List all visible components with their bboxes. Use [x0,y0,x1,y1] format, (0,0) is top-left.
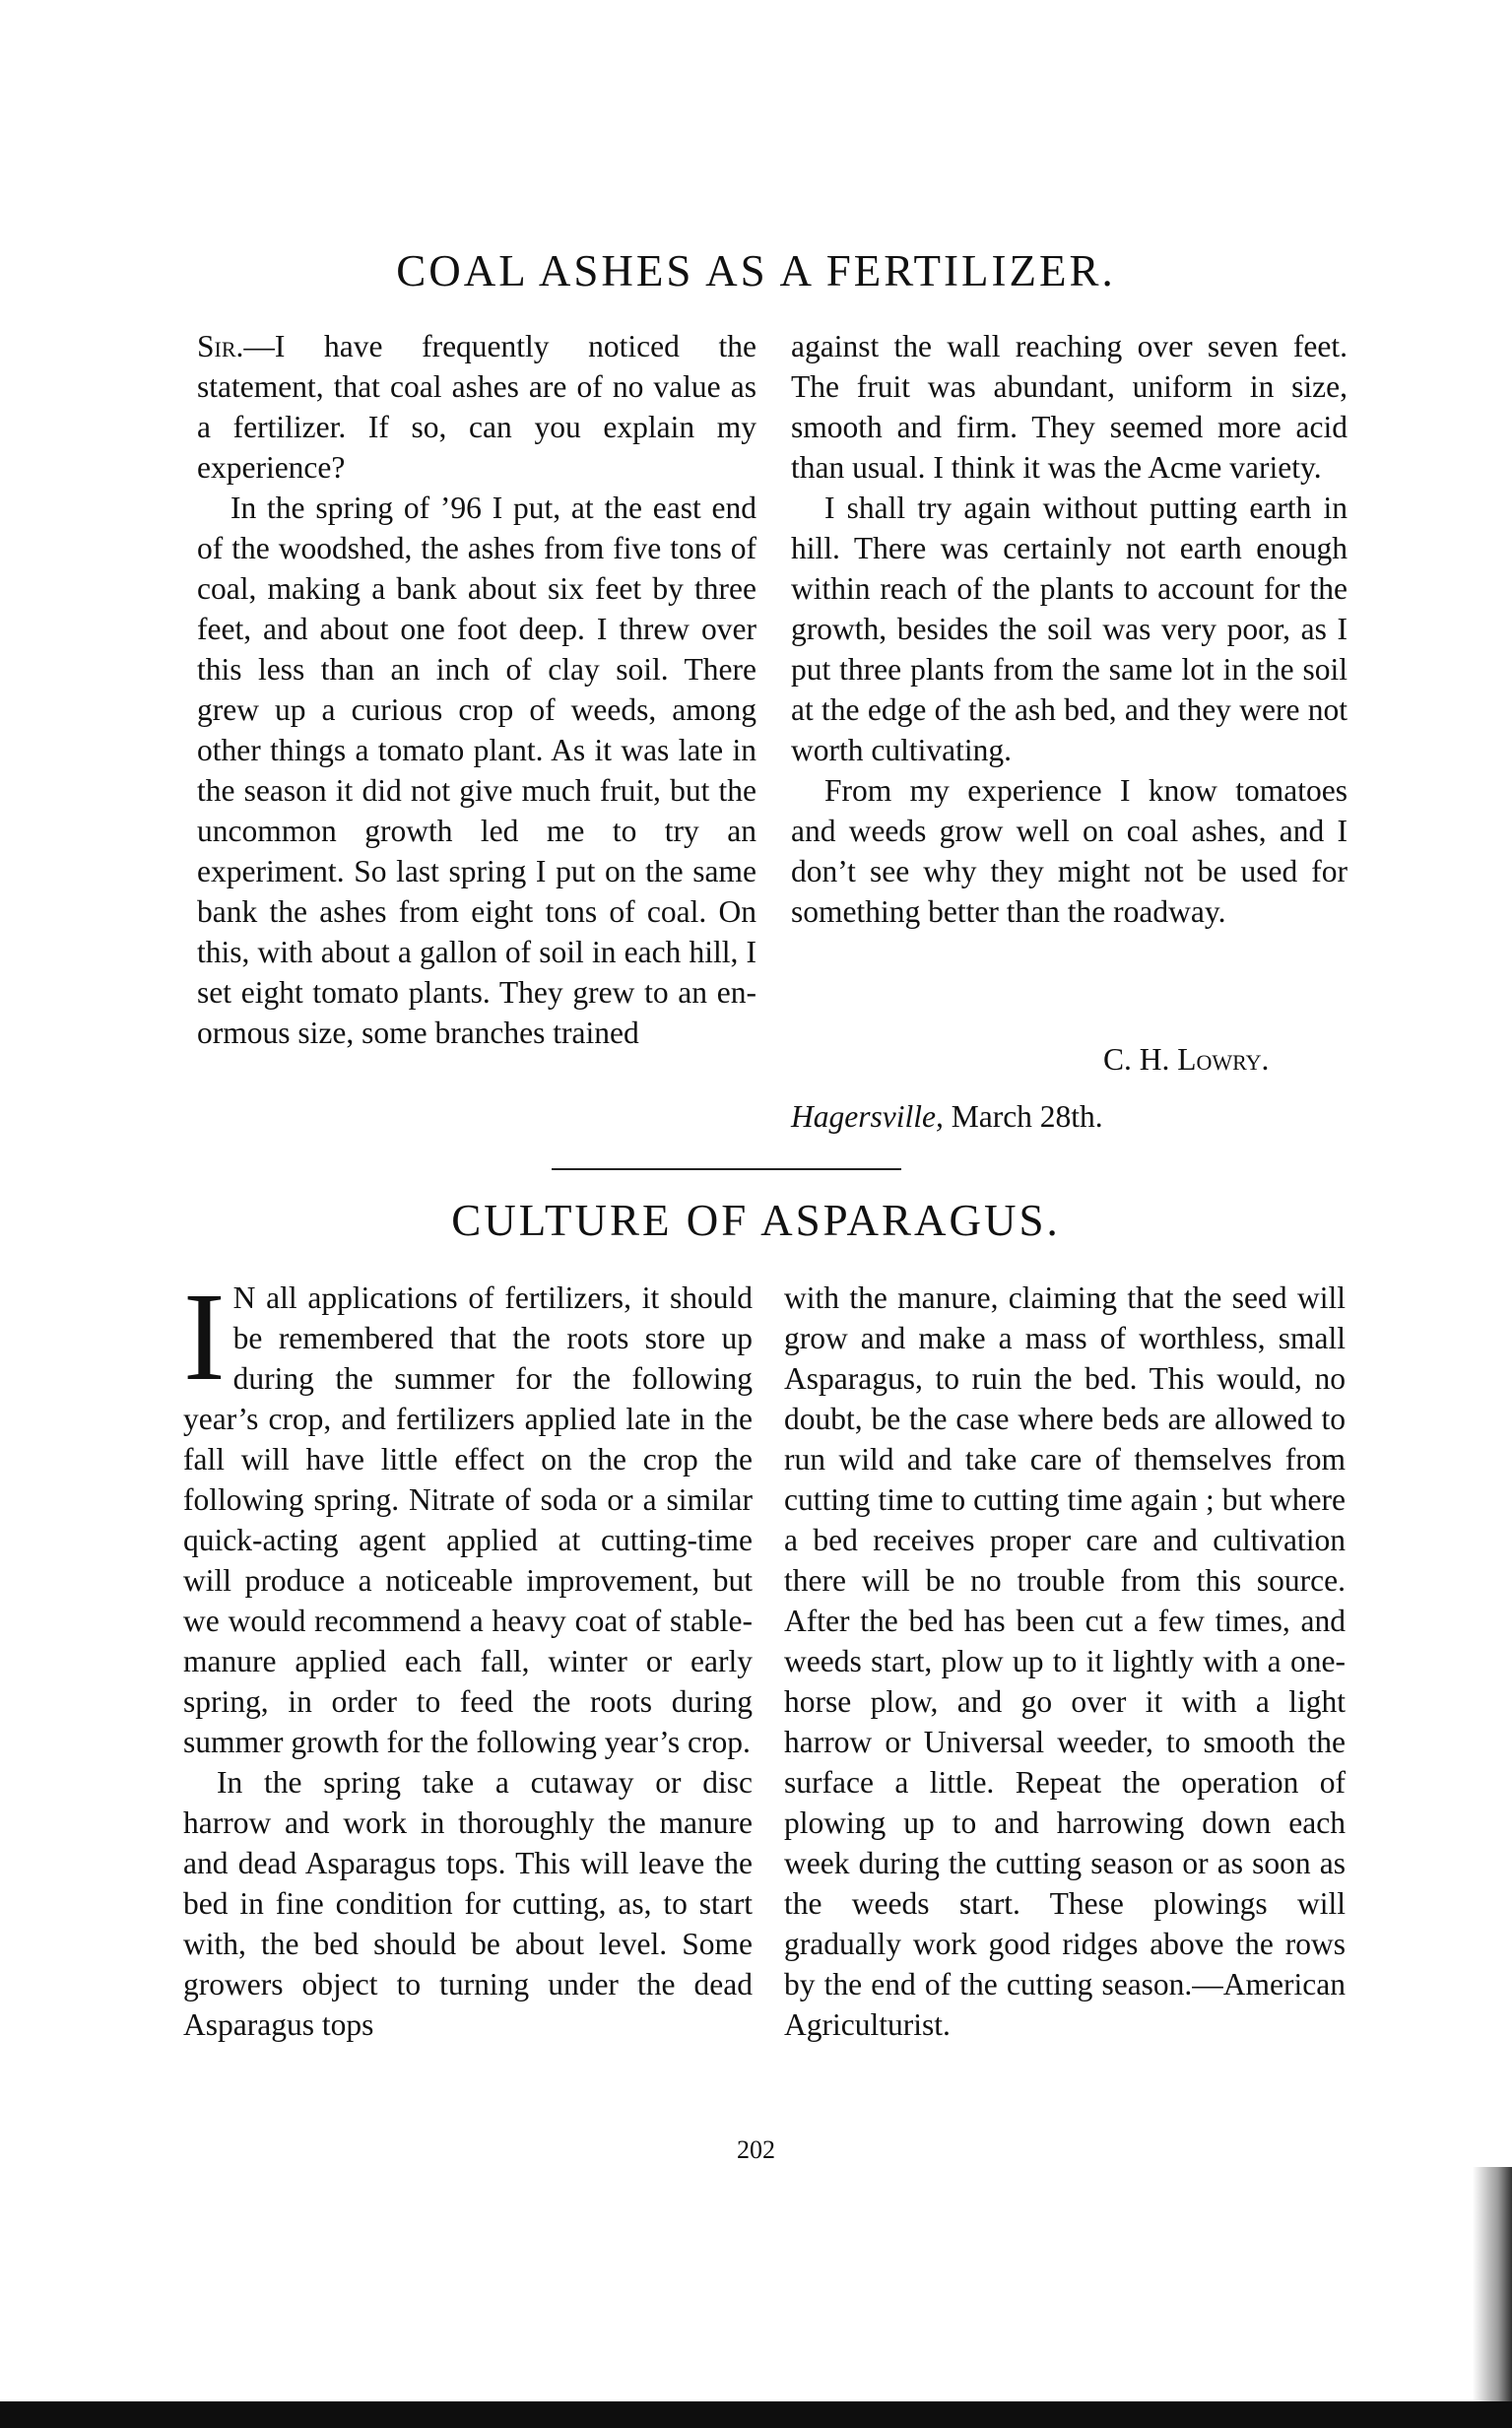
article2-right-column [784,1278,1346,2045]
article2-left-column [183,1267,753,2045]
article1-paragraph-4: I shall try again without putting earth in hill. There was certainly not earth enough within reach of the plants to account for the growth, besides the soil was very poor, as I put three plants from the same lot in the soil at the edge of the ash bed, and they were not worth cultivating. [791,491,1348,767]
article1-left-column [197,326,756,1053]
dateline-date: March 28th. [943,1099,1103,1134]
article2-paragraph-2: In the spring take a cutaway or disc harrow and work in thoroughly the manure and dead Asparagus tops. This will leave the bed in fine condition for cutting, as, to start with, the bed should be about level. Some growers object to turning under the dead Asparagus tops [183,1765,753,2042]
article2-paragraph-1 [183,1267,753,1762]
article1-right-column [791,326,1348,932]
dateline [791,1096,1103,1137]
article1-paragraph-1 [197,326,756,488]
article-title-asparagus: CULTURE OF ASPARAGUS. [451,1196,1061,1245]
author-signature: C. H. Lowry. [1103,1042,1270,1077]
page-number: 202 [737,2135,775,2164]
article1-paragraph-5: From my experience I know tomatoes and weeds grow well on coal ashes, and I don’t see why they might not be used for something better than the roadway. [791,773,1348,929]
article1-paragraph-2: In the spring of ’96 I put, at the east end of the woodshed, the ashes from five tons of coal, making a bank about six feet by three feet, and about one foot deep. I threw over this less than an inch of clay soil. There grew up a curious crop of weeds, among other things a tomato plant. As it was late in the season it did not give much fruit, but the uncommon growth led me to try an experiment. So last spring I put on the same bank the ashes from eight tons of coal. On this, with about a gallon of soil in each hill, I set eight tomato plants. They grew to an enormous size, some branches trained [197,491,756,1050]
scan-bottom-border [0,2401,1512,2428]
salutation: Sir. [197,329,244,363]
page-edge-shadow [1473,2167,1512,2401]
article2-paragraph-3: with the manure, claiming that the seed will grow and make a mass of worthless, small Asparagus, to ruin the bed. This would, no doubt, be the case where beds are allowed to run wild and take care of themselves from cutting time to cutting time again ; but where a bed receives proper care and cultivation there will be no trouble from this source. After the bed has been cut a few times, and weeds start, plow up to it lightly with a one-horse plow, and go over it with a light harrow or Universal weeder, to smooth the surface a little. Repeat the operation of plowing up to and harrowing down each week during the cutting season or as soon as the weeds start. These plowings will gradually work good ridges above the rows by the end of the cutting season.—American Agriculturist. [784,1280,1346,2042]
section-divider [552,1168,901,1170]
article1-paragraph-3: against the wall reaching over seven feet. The fruit was abundant, uniform in size, smooth and firm. They seemed more acid than usual. I think it was the Acme variety. [791,329,1348,485]
article-title-coal-ashes: COAL ASHES AS A FERTILIZER. [396,246,1116,295]
article1-paragraph-1-text: —I have frequently noticed the statement, that coal ashes are of no value as a fertilizer. If so, can you explain my experience? [197,329,756,485]
article2-paragraph-1-text: N all applications of fertilizers, it should be remembered that the roots store up during the summer for the following year’s crop, and fertilizers applied late in the fall will have little effect on the crop the following spring. Nitrate of soda or a similar quick-acting agent applied at cutting-time will produce a noticeable improvement, but we would recommend a heavy coat of stable-manure applied each fall, winter or early spring, in order to feed the roots during summer growth for the following year’s crop. [183,1280,753,1759]
dateline-place: Hagersville, [791,1099,944,1134]
drop-cap: I [183,1267,226,1407]
